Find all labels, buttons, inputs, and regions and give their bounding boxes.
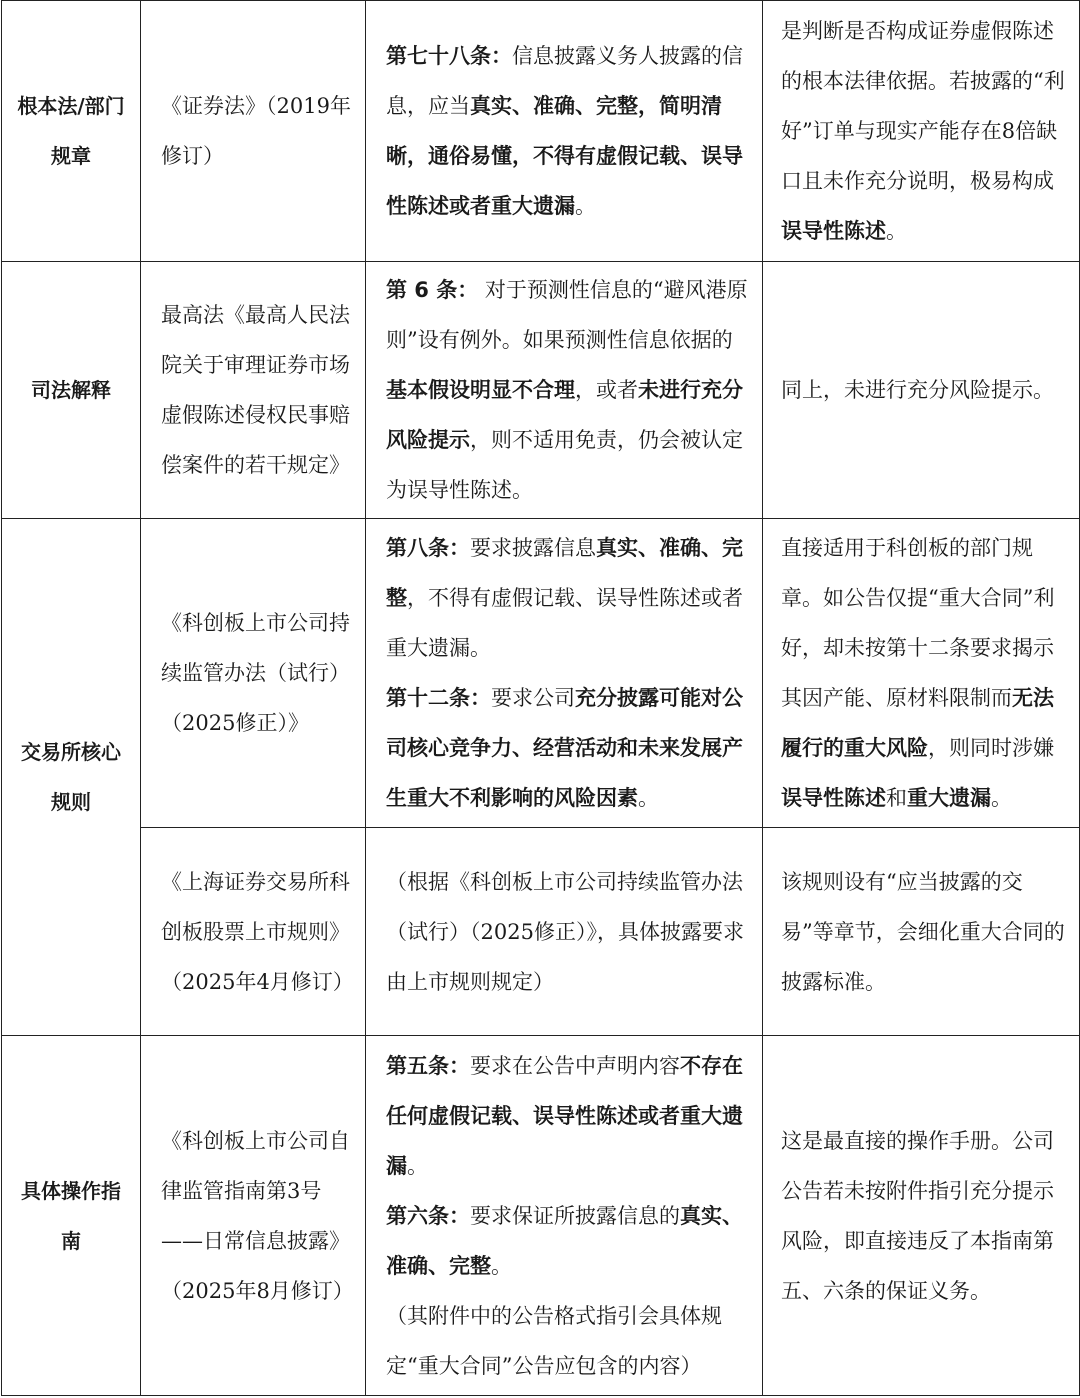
body-text: 直接适用于科创板的部门规章。如公告仅提“重大合同”利好，却未按第十二条要求揭示其因产能、原材料限制而 (781, 536, 1055, 710)
bold-text: 不存在任何虚假记载、误导性陈述或者重大遗漏 (386, 1053, 743, 1178)
body-text: 和 (886, 786, 907, 810)
body-text: （根据《科创板上市公司持续监管办法（试行）（2025修正）》，具体披露要求由上市规则规定） (386, 869, 744, 994)
body-text: 是判断是否构成证券虚假陈述的根本法律依据。若披露的“利好”订单与现实产能存在8倍缺口且未作充分说明，极易构成 (781, 19, 1065, 193)
body-text: 这是最直接的操作手册。公司公告若未按附件指引充分提示风险，即直接违反了本指南第五、六条的保证义务。 (781, 1128, 1054, 1303)
body-text: 同上，未进行充分风险提示。 (781, 378, 1054, 402)
body-text: 。 (638, 786, 659, 810)
body-text: ，则同时涉嫌 (928, 736, 1054, 760)
body-text: 。 (991, 786, 1012, 810)
bold-text: 第 6 条： (386, 278, 479, 302)
table-row (2, 1036, 1080, 1396)
table-row (2, 519, 1080, 828)
bold-text: 误导性陈述 (781, 219, 886, 243)
provision-cell (366, 1, 763, 262)
law-cell: 《科创板上市公司自律监管指南第3号——日常信息披露》（2025年8月修订） (141, 1036, 366, 1396)
bold-text: 误导性陈述 (781, 786, 886, 810)
body-text: 要求公司 (491, 686, 575, 710)
body-text: ，或者 (575, 378, 638, 402)
note-cell (763, 828, 1080, 1036)
regulation-table (1, 0, 1080, 1396)
provision-cell (366, 519, 763, 828)
law-cell: 《上海证券交易所科创板股票上市规则》（2025年4月修订） (141, 828, 366, 1036)
body-text: （其附件中的公告格式指引会具体规定“重大合同”公告应包含的内容） (386, 1303, 722, 1378)
provision-paragraph (386, 1041, 748, 1191)
law-cell: 《科创板上市公司持续监管办法（试行）（2025修正）》 (141, 519, 366, 828)
category-cell: 交易所核心规则 (2, 519, 141, 1036)
bold-text: 基本假设明显不合理 (386, 378, 575, 402)
body-text: 要求在公告中声明内容 (470, 1053, 680, 1078)
provision-paragraph (386, 1291, 748, 1391)
category-cell: 根本法/部门规章 (2, 1, 141, 262)
provision-paragraph (386, 265, 748, 515)
provision-paragraph (386, 31, 748, 231)
note-cell (763, 519, 1080, 828)
law-cell: 最高法《最高人民法院关于审理证券市场虚假陈述侵权民事赔偿案件的若干规定》 (141, 262, 366, 519)
bold-text: 重大遗漏 (907, 786, 991, 810)
bold-text: 未进行充分风险提示 (386, 378, 743, 452)
body-text: 对于预测性信息的“避风港原则”设有例外。如果预测性信息依据的 (386, 278, 748, 352)
provision-cell (366, 262, 763, 519)
bold-text: 第十二条： (386, 686, 491, 710)
bold-text: 真实、准确、完整，简明清晰，通俗易懂，不得有虚假记载、误导性陈述或者重大遗漏 (386, 94, 743, 218)
bold-text: 无法履行的重大风险 (781, 686, 1054, 760)
provision-paragraph (386, 857, 748, 1007)
bold-text: 真实、准确、完整 (386, 536, 743, 610)
bold-text: 充分披露可能对公司核心竞争力、经营活动和未来发展产生重大不利影响的风险因素 (386, 686, 743, 810)
body-text: ，则不适用免责，仍会被认定为误导性陈述。 (386, 428, 743, 502)
body-text: 信息披露义务人披露的信息，应当 (386, 44, 743, 118)
bold-text: 真实、准确、完整 (386, 1203, 743, 1278)
table-row (2, 1, 1080, 262)
note-cell (763, 1036, 1080, 1396)
body-text: 该规则设有“应当披露的交易”等章节，会细化重大合同的披露标准。 (781, 869, 1065, 994)
note-cell (763, 262, 1080, 519)
body-text: 。 (886, 219, 907, 243)
body-text: 要求保证所披露信息的 (470, 1203, 680, 1228)
provision-paragraph (386, 1191, 748, 1291)
bold-text: 第六条： (386, 1203, 470, 1228)
law-cell: 《证券法》（2019年修订） (141, 1, 366, 262)
bold-text: 第五条： (386, 1053, 470, 1078)
category-cell: 司法解释 (2, 262, 141, 519)
provision-paragraph (386, 523, 748, 673)
body-text: 。 (491, 1253, 512, 1278)
note-cell (763, 1, 1080, 262)
body-text: 。 (407, 1153, 428, 1178)
provision-cell (366, 828, 763, 1036)
provision-paragraph (386, 673, 748, 823)
body-text: 。 (575, 194, 596, 218)
provision-cell (366, 1036, 763, 1396)
bold-text: 第八条： (386, 536, 470, 560)
table-row (2, 262, 1080, 519)
category-cell: 具体操作指南 (2, 1036, 141, 1396)
table-row (2, 828, 1080, 1036)
body-text: ，不得有虚假记载、误导性陈述或者重大遗漏。 (386, 586, 743, 660)
bold-text: 第七十八条： (386, 44, 512, 68)
body-text: 要求披露信息 (470, 536, 596, 560)
